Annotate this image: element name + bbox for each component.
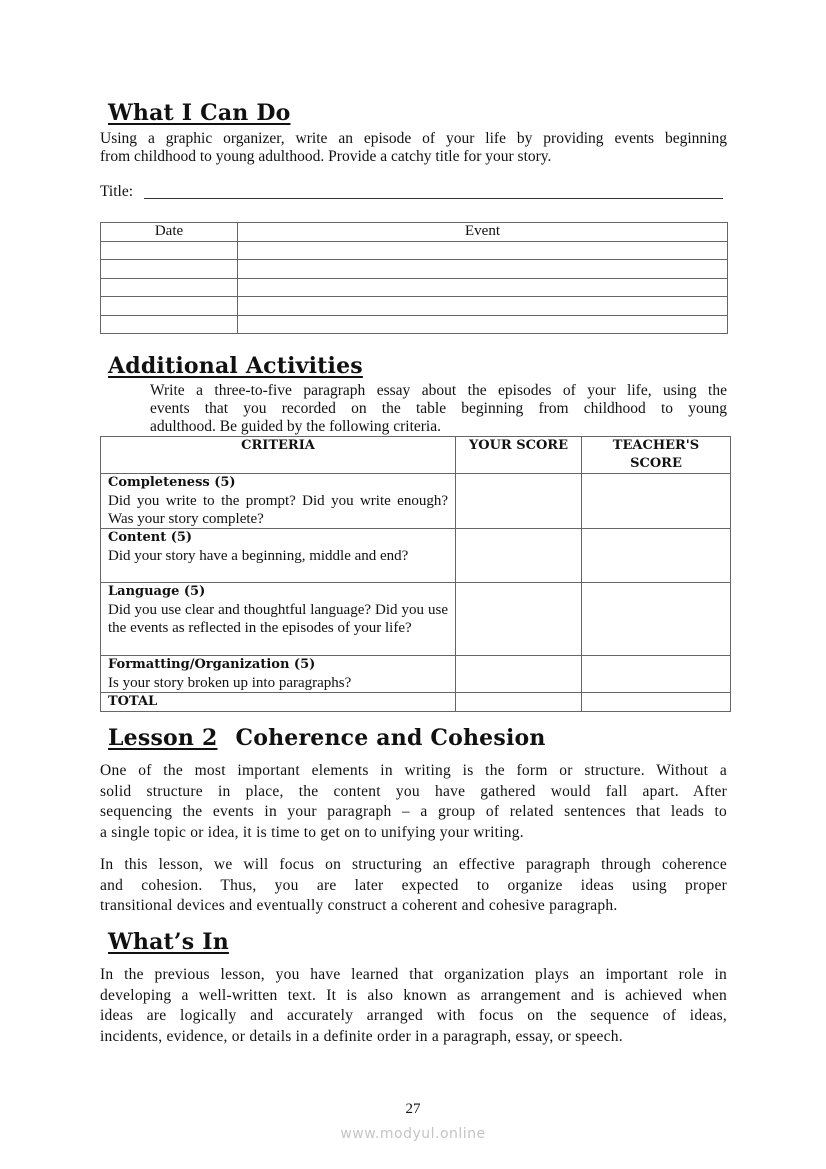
text-line: adulthood. Be guided by the following criteria. <box>150 418 441 435</box>
date-cell[interactable] <box>101 241 238 260</box>
table-row <box>101 474 731 529</box>
table-row[interactable] <box>101 297 728 316</box>
lesson-heading <box>108 725 546 751</box>
text-line: events that you recorded on the table beginning from childhood to young <box>150 400 727 417</box>
teacher-score-cell[interactable] <box>582 583 731 656</box>
criterion-description: Did your story have a beginning, middle and end? <box>108 548 409 564</box>
lesson-paragraph-1 <box>100 761 727 844</box>
text-line: One of the most important elements in writing is the form or structure. Without a <box>100 762 727 779</box>
text-line: transitional devices and eventually construct a coherent and cohesive paragraph. <box>100 897 618 915</box>
text-line: Write a three-to-five paragraph essay about the episodes of your life, using the <box>150 382 727 399</box>
teacher-score-cell[interactable] <box>582 474 731 529</box>
additional-activities-instructions <box>150 382 727 436</box>
page-number: 27 <box>405 1101 421 1117</box>
text-line: and cohesion. Thus, you are later expected to organize ideas using proper <box>100 876 727 894</box>
title-blank-line[interactable] <box>144 198 723 199</box>
date-header: Date <box>101 223 238 242</box>
text-line: In the previous lesson, you have learned that organization plays an important role in <box>100 966 727 983</box>
table-row[interactable] <box>101 241 728 260</box>
event-cell[interactable] <box>238 241 728 260</box>
your-score-cell[interactable] <box>456 529 582 583</box>
whats-in-heading: What’s In <box>108 929 229 955</box>
table-row <box>101 583 731 656</box>
lesson-title: Coherence and Cohesion <box>235 725 546 751</box>
criteria-table <box>100 436 731 712</box>
title-field[interactable] <box>100 183 133 201</box>
criterion-title: Language (5) <box>108 584 206 599</box>
your-score-cell[interactable] <box>456 656 582 693</box>
text-line: ideas are logically and accurately arranged with focus on the sequence of ideas, <box>100 1007 727 1025</box>
teacher-score-cell[interactable] <box>582 656 731 693</box>
what-i-can-do-instructions <box>100 130 727 166</box>
text-line: a single topic or idea, it is time to get on to unifying your writing. <box>100 824 524 842</box>
table-row <box>101 529 731 583</box>
text-line: incidents, evidence, or details in a definite order in a paragraph, essay, or speech. <box>100 1028 623 1046</box>
your-score-cell[interactable] <box>456 583 582 656</box>
lesson-number: Lesson 2 <box>108 725 218 751</box>
criterion-description: Did you use clear and thoughtful language? Did you use the events as reflected in the episodes of your life? <box>108 602 448 636</box>
events-table <box>100 222 728 334</box>
teacher-score-cell[interactable] <box>582 529 731 583</box>
text-line: Using a graphic organizer, write an episode of your life by providing events beginning <box>100 130 727 147</box>
date-cell[interactable] <box>101 260 238 279</box>
lesson-paragraph-2 <box>100 855 727 917</box>
date-cell[interactable] <box>101 315 238 334</box>
criterion-description: Is your story broken up into paragraphs? <box>108 675 352 691</box>
event-cell[interactable] <box>238 278 728 297</box>
date-cell[interactable] <box>101 297 238 316</box>
criterion-description: Did you write to the prompt? Did you write enough? Was your story complete? <box>108 493 448 527</box>
your-total-cell[interactable] <box>456 693 582 712</box>
text-line: In this lesson, we will focus on structuring an effective paragraph through coherence <box>100 856 727 873</box>
total-row <box>101 693 731 712</box>
total-label: TOTAL <box>108 694 158 709</box>
teacher-total-cell[interactable] <box>582 693 731 712</box>
text-line: developing a well-written text. It is also known as arrangement and is achieved when <box>100 986 727 1004</box>
event-cell[interactable] <box>238 315 728 334</box>
text-line: sequencing the events in your paragraph – a group of related sentences that leads to <box>100 803 727 821</box>
event-cell[interactable] <box>238 260 728 279</box>
date-cell[interactable] <box>101 278 238 297</box>
criterion-title: Formatting/Organization (5) <box>108 657 316 672</box>
event-cell[interactable] <box>238 297 728 316</box>
your-score-cell[interactable] <box>456 474 582 529</box>
event-header: Event <box>238 223 728 242</box>
table-row[interactable] <box>101 260 728 279</box>
text-line: from childhood to young adulthood. Provide a catchy title for your story. <box>100 148 552 165</box>
criterion-title: Completeness (5) <box>108 475 236 490</box>
watermark: www.modyul.online <box>340 1126 486 1142</box>
table-row <box>101 656 731 693</box>
table-row[interactable] <box>101 278 728 297</box>
table-row[interactable] <box>101 315 728 334</box>
text-line: solid structure in place, the content you have gathered would fall apart. After <box>100 782 727 800</box>
criteria-header: CRITERIA <box>101 437 456 474</box>
what-i-can-do-heading: What I Can Do <box>108 100 291 126</box>
title-label: Title: <box>100 183 134 200</box>
your-score-header: YOUR SCORE <box>456 437 582 474</box>
additional-activities-heading: Additional Activities <box>108 353 363 379</box>
whats-in-paragraph <box>100 965 727 1048</box>
teachers-score-header: TEACHER'S SCORE <box>582 437 731 474</box>
criterion-title: Content (5) <box>108 530 193 545</box>
